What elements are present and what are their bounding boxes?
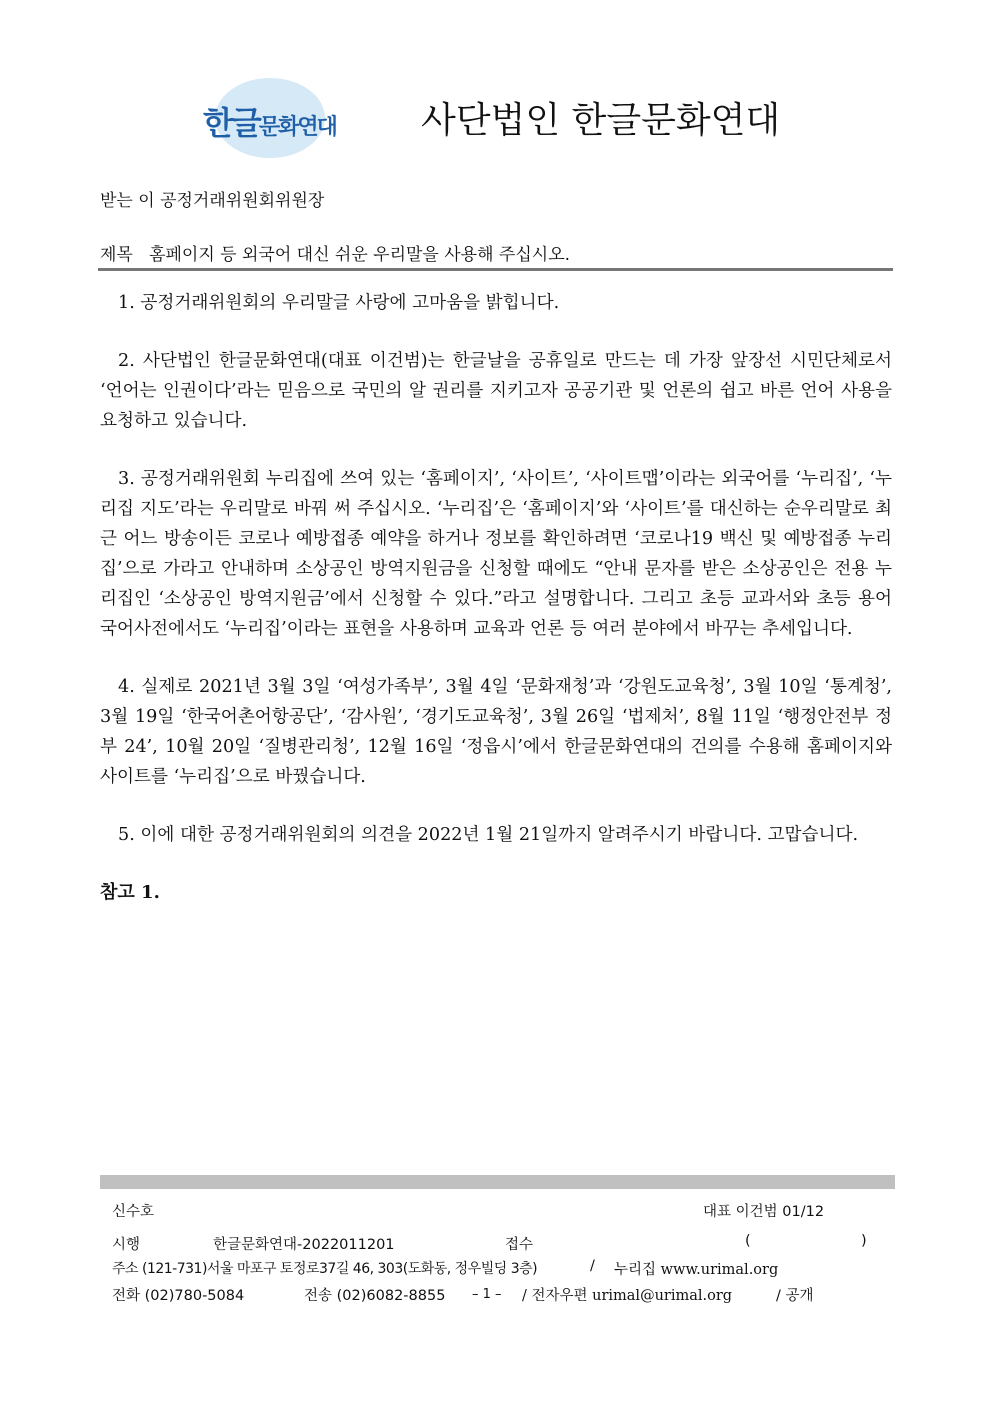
web-separator: / [590,1258,595,1274]
issue-label: 시행 [112,1237,141,1253]
letterhead [195,78,795,168]
disclosure: / 공개 [776,1288,814,1304]
receipt-paren-open: ( [745,1233,751,1249]
subject-text: 홈페이지 등 외국어 대신 쉬운 우리말을 사용해 주십시오. [149,245,571,265]
org-name: 사단법인 한글문화연대 [421,100,781,141]
representative: 대표 이건범 01/12 [703,1204,825,1220]
logo-main-text: 한글 [203,104,259,142]
address: 주소 (121-731)서울 마포구 토정로37길 46, 303(도화동, 정우빌딩 3층) [112,1261,538,1277]
recipient-line: 받는 이 공정거래위원회위원장 [100,191,325,211]
paragraph-1: 1. 공정거래위원회의 우리말글 사랑에 고마움을 밝힙니다. [118,293,560,313]
sender-name: 신수호 [112,1204,155,1220]
logo-rest-text: 문화연대 [258,115,336,140]
reference-label: 참고 1. [100,882,160,903]
paragraph-5: 5. 이에 대한 공정거래위원회의 의견을 2022년 1월 21일까지 알려주시기 바랍니다. 고맙습니다. [118,825,859,845]
footer-divider [100,1175,895,1189]
subject-label: 제목 [100,245,133,265]
website: 누리집 www.urimal.org [614,1262,779,1278]
receipt-paren-close: ) [861,1233,867,1249]
paragraph-3: 3. 공정거래위원회 누리집에 쓰여 있는 ‘홈페이지’, ‘사이트’, ‘사이트맵’이라는 외국어를 ‘누리집’, ‘누리집 지도’라는 우리말로 바꿔 써 주십시오. ‘누리집’은 ‘홈페이지’와 ‘사이트’를 대신하는 순우리말로 최근 어느 방송이든 코로나 예방접종 예약을 하거나 정보를 확인하려면 ‘코로나19 백신 및 예방접종 누리집’으로 가라고 안내하며 소상공인 방역지원금을 신청할 때에도 “안내 문자를 받은 소상공인은 전용 누리집인 ‘소상공인 방역지원금’에서 신청할 수 있다.”라고 설명합니다. 그리고 초등 교과서와 초등 용어 국어사전에서도 ‘누리집’이라는 표현을 사용하며 교육과 언론 등 여러 분야에서 바꾸는 추세입니다. [100,469,892,639]
paragraph-4: 4. 실제로 2021년 3월 3일 ‘여성가족부’, 3월 4일 ‘문화재청’과 ‘강원도교육청’, 3월 10일 ‘통계청’, 3월 19일 ‘한국어촌어항공단’, ‘감사원’, ‘경기도교육청’, 3월 26일 ‘법제처’, 8월 11일 ‘행정안전부 정부 24’, 10월 20일 ‘질병관리청’, 12월 16일 ‘정읍시’에서 한글문화연대의 건의를 수용해 홈페이지와 사이트를 ‘누리집’으로 바꿨습니다. [100,677,892,787]
fax: 전송 (02)6082-8855 [304,1288,446,1304]
page-number: – 1 – [472,1287,502,1302]
email: / 전자우편 urimal@urimal.org [522,1288,733,1304]
receipt-label: 접수 [505,1237,534,1253]
paragraph-2: 2. 사단법인 한글문화연대(대표 이건범)는 한글날을 공휴일로 만드는 데 가장 앞장선 시민단체로서 ‘언어는 인권이다’라는 믿음으로 국민의 알 권리를 지키고자 공공기관 및 언론의 쉽고 바른 언어 사용을 요청하고 있습니다. [100,351,892,431]
subject-line [100,240,570,265]
issue-number: 한글문화연대-2022011201 [213,1237,395,1253]
letter-body [100,288,892,908]
phone: 전화 (02)780-5084 [112,1288,245,1304]
header-divider [98,268,893,271]
logo [203,98,336,144]
